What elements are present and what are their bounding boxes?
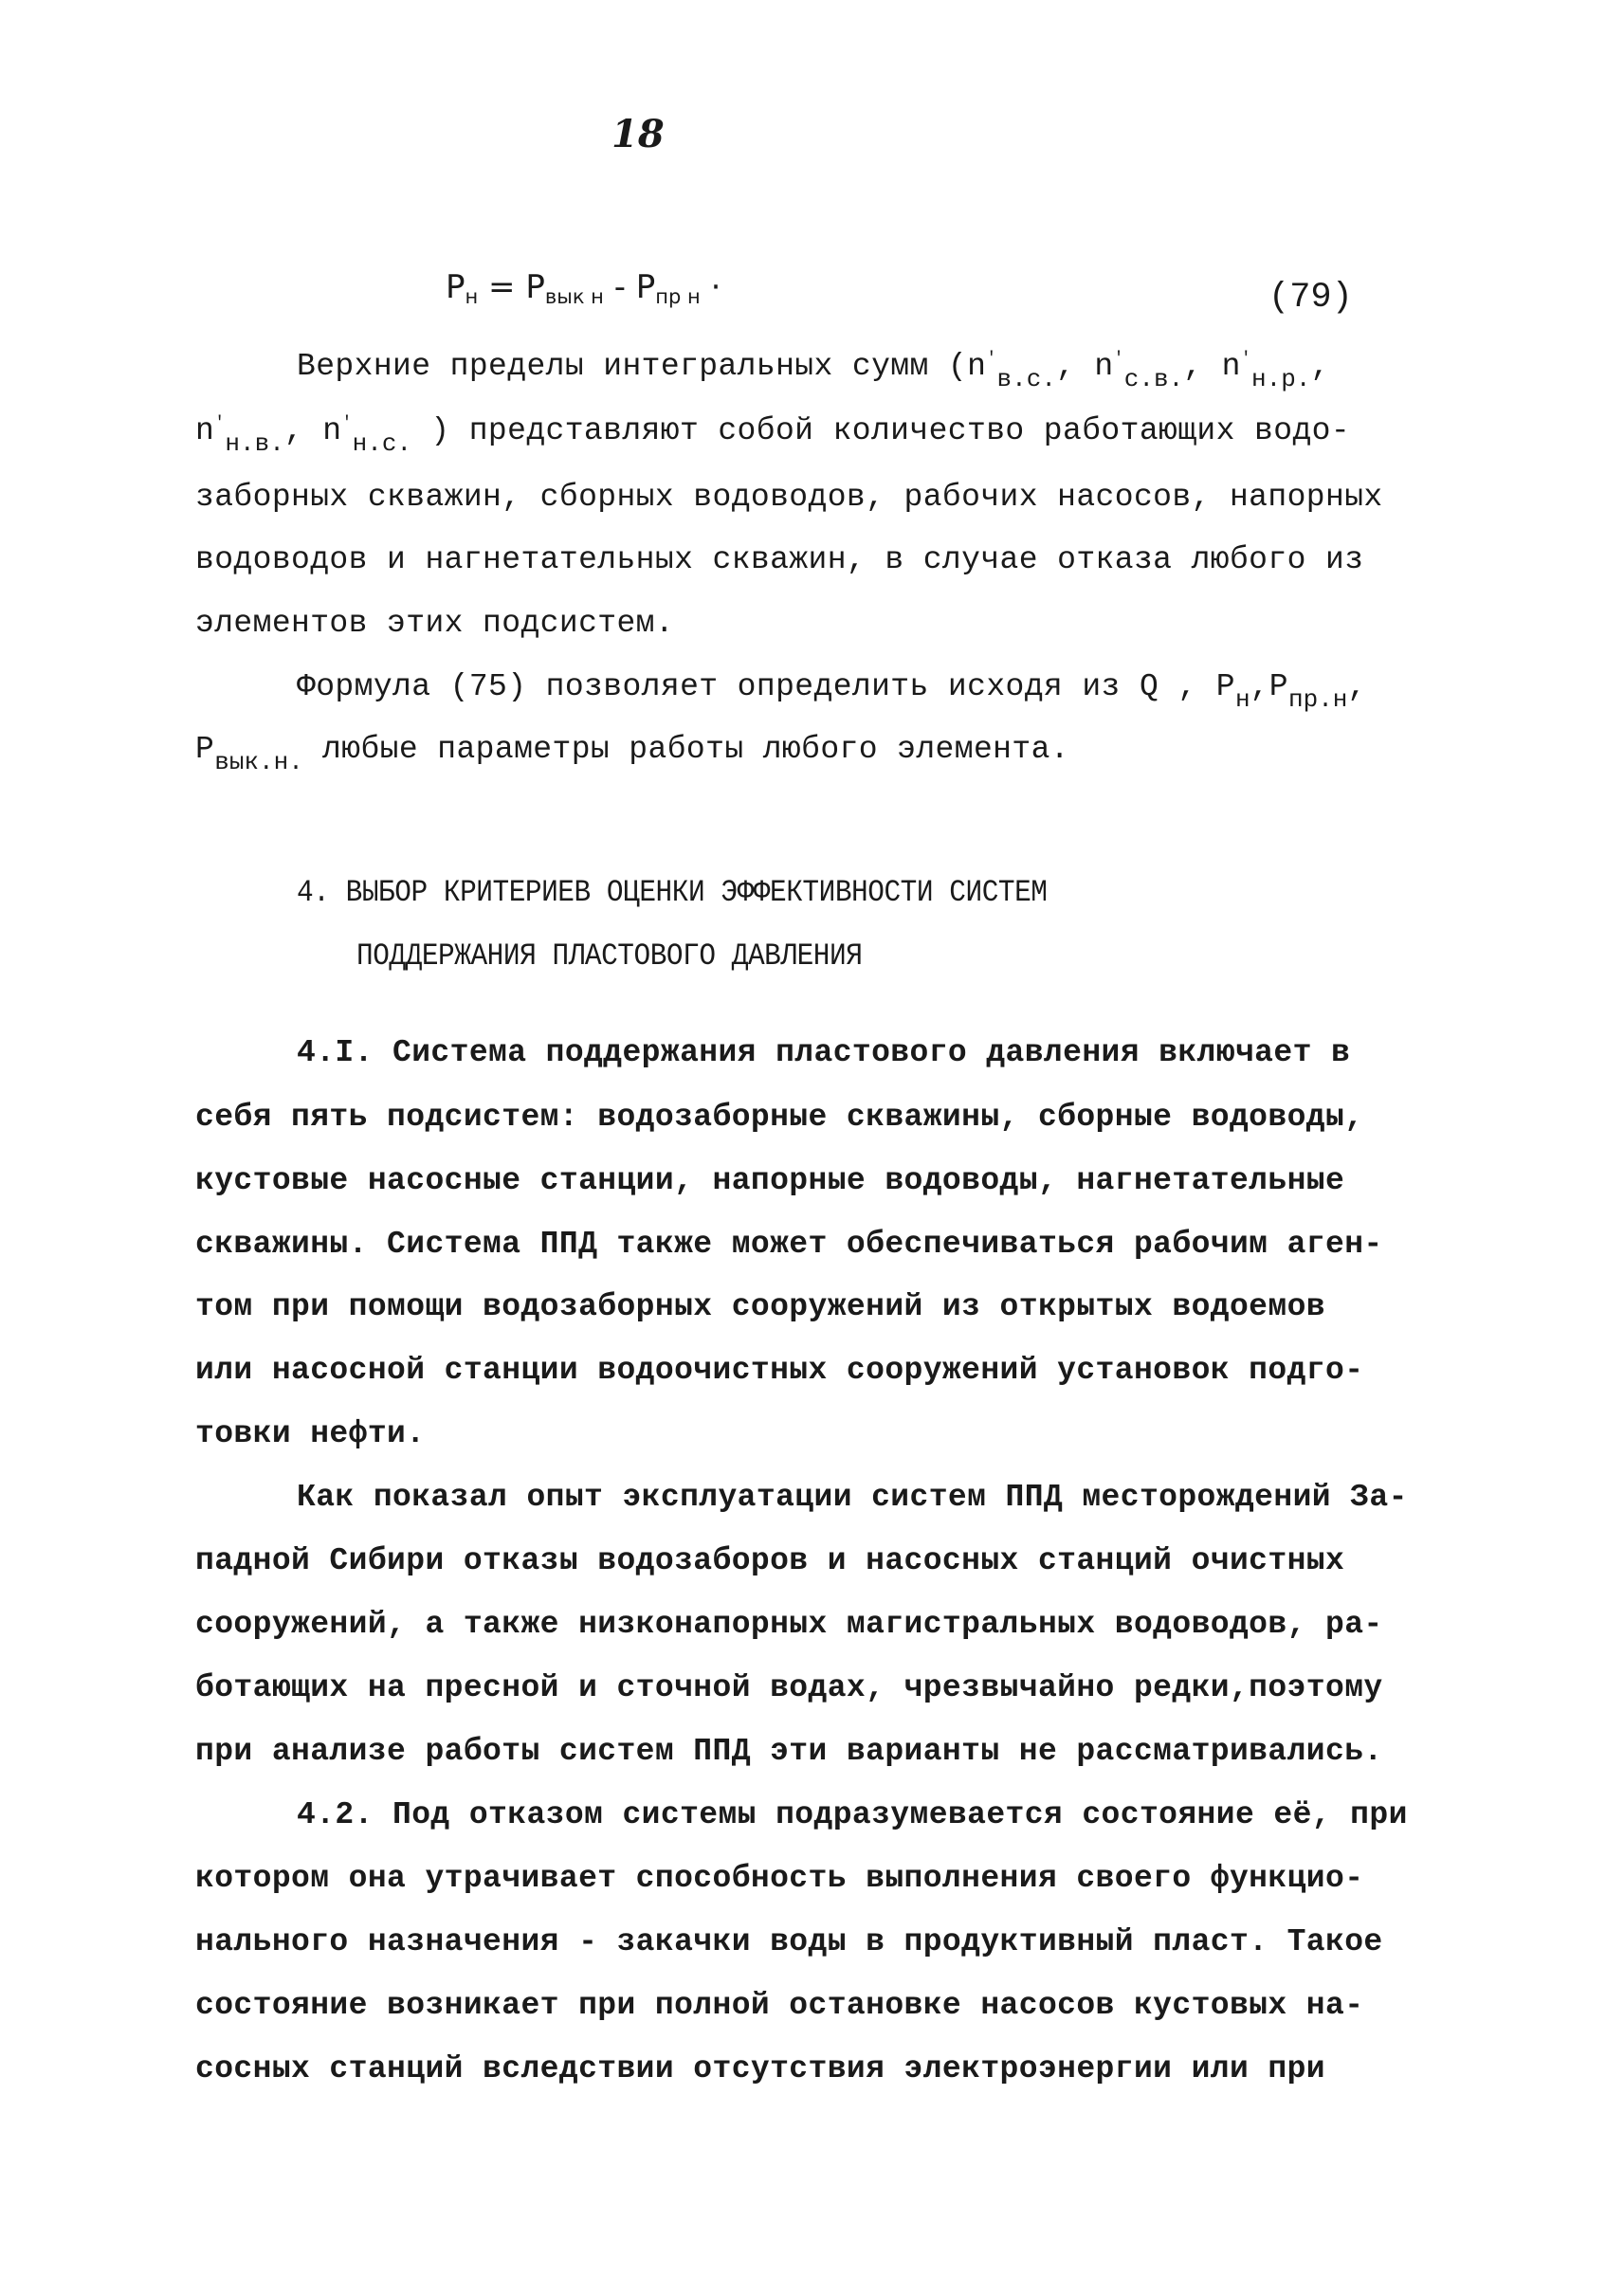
- formula-79: $P_н = P_{вык н} - P_{пр н}$ ·: [446, 268, 721, 308]
- text-line: котором она утрачивает способность выполнения своего функцио-: [195, 1861, 1364, 1896]
- text-line: Верхние пределы интегральных сумм ($n'_{в.с.}$, $n'_{с.в.}$, $n'_{н.р.}$,: [297, 349, 1330, 393]
- text-line: заборных скважин, сборных водоводов, рабочих насосов, напорных: [195, 480, 1383, 515]
- text-line: ботающих на пресной и сточной водах, чрезвычайно редки,поэтому: [195, 1670, 1383, 1705]
- text-line: товки нефти.: [195, 1416, 426, 1451]
- text-line: водоводов и нагнетательных скважин, в случае отказа любого из: [195, 542, 1364, 577]
- text-line: кустовые насосные станции, напорные водоводы, нагнетательные: [195, 1163, 1345, 1198]
- text-line: Как показал опыт эксплуатации систем ППД месторождений За-: [297, 1480, 1408, 1515]
- text-line: себя пять подсистем: водозаборные скважины, сборные водоводы,: [195, 1100, 1364, 1135]
- text-line: сооружений, а также низконапорных магистральных водоводов, ра-: [195, 1607, 1383, 1642]
- section-heading: ПОДДЕРЖАНИЯ ПЛАСТОВОГО ДАВЛЕНИЯ: [356, 938, 863, 974]
- text-line: элементов этих подсистем.: [195, 606, 675, 641]
- text-line: Формула (75) позволяет определить исходя из Q , $P_н,P_{пр.н}$,: [297, 669, 1367, 714]
- text-line: при анализе работы систем ППД эти варианты не рассматривались.: [195, 1734, 1383, 1769]
- text-line: падной Сибири отказы водозаборов и насосных станций очистных: [195, 1543, 1345, 1578]
- text-line: том при помощи водозаборных сооружений из открытых водоемов: [195, 1289, 1325, 1324]
- text-line: 4.I. Система поддержания пластового давления включает в: [297, 1035, 1351, 1070]
- text-line: 4.2. Под отказом системы подразумевается состояние её, при: [297, 1797, 1408, 1832]
- text-line: или насосной станции водоочистных сооружений установок подго-: [195, 1353, 1364, 1388]
- text-line: состояние возникает при полной остановке насосов кустовых на-: [195, 1988, 1364, 2023]
- section-heading: 4. ВЫБОР КРИТЕРИЕВ ОЦЕНКИ ЭФФЕКТИВНОСТИ СИСТЕМ: [297, 875, 1048, 910]
- page-number: 18: [611, 112, 665, 156]
- text-line: сосных станций вследствии отсутствия электроэнергии или при: [195, 2051, 1325, 2086]
- text-line: $n'_{н.в.}$, $n'_{н.с.}$ ) представляют собой количество работающих водо-: [195, 413, 1351, 458]
- equation-number: (79): [1268, 278, 1353, 318]
- text-line: скважины. Система ППД также может обеспечиваться рабочим аген-: [195, 1227, 1383, 1262]
- text-line: нального назначения - закачки воды в продуктивный пласт. Такое: [195, 1924, 1383, 1959]
- text-line: $P_{вык.н.}$ любые параметры работы любого элемента.: [195, 732, 1069, 776]
